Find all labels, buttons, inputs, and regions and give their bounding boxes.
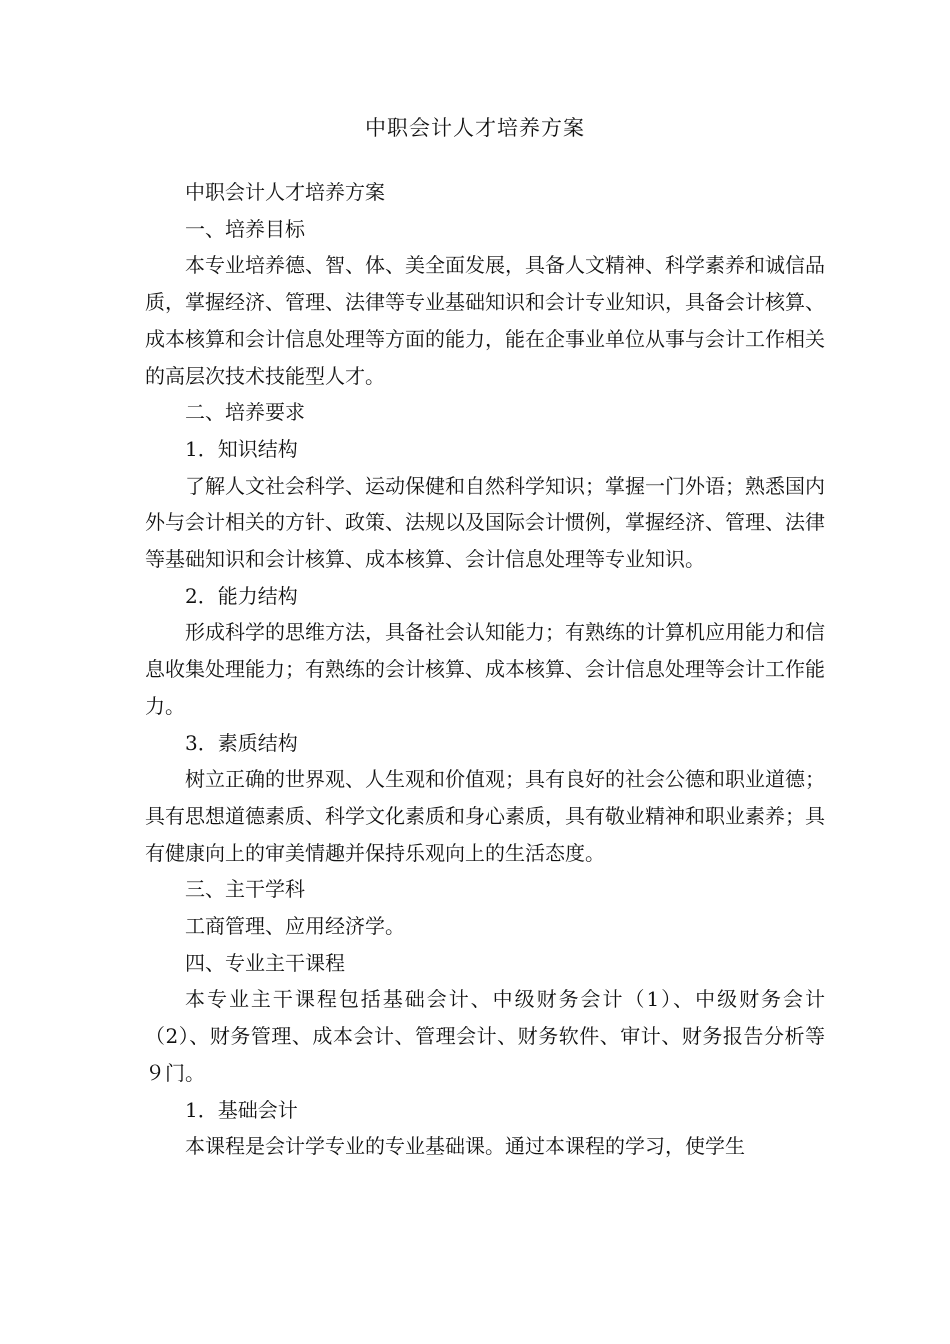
heading-training-goals: 一、培养目标 xyxy=(185,216,305,241)
document-body xyxy=(145,174,825,1165)
paragraph-basic-accounting: 本课程是会计学专业的专业基础课。通过本课程的学习，使学生 xyxy=(185,1134,745,1159)
heading-knowledge-structure: 1．知识结构 xyxy=(185,436,298,461)
heading-main-disciplines: 三、主干学科 xyxy=(185,877,305,902)
paragraph-knowledge-structure: 了解人文社会科学、运动保健和自然科学知识；掌握一门外语；熟悉国内外与会计相关的方针、政策、法规以及国际会计惯例，掌握经济、管理、法律等基础知识和会计核算、成本核算、会计信息处理等专业知识。 xyxy=(145,473,825,572)
paragraph-quality-structure: 树立正确的世界观、人生观和价值观；具有良好的社会公德和职业道德；具有思想道德素质、科学文化素质和身心素质，具有敬业精神和职业素养；具有健康向上的审美情趣并保持乐观向上的生活态度。 xyxy=(145,767,825,865)
document-title: 中职会计人才培养方案 xyxy=(365,116,585,140)
paragraph-core-courses: 本专业主干课程包括基础会计、中级财务会计（1）、中级财务会计（2）、财务管理、成本会计、管理会计、财务软件、审计、财务报告分析等９门。 xyxy=(145,987,825,1085)
paragraph-training-goals: 本专业培养德、智、体、美全面发展，具备人文精神、科学素养和诚信品质，掌握经济、管理、法律等专业基础知识和会计专业知识，具备会计核算、成本核算和会计信息处理等方面的能力，能在企事业单位从事与会计工作相关的高层次技术技能型人才。 xyxy=(145,253,825,388)
heading-training-requirements: 二、培养要求 xyxy=(185,400,305,425)
paragraph-ability-structure: 形成科学的思维方法，具备社会认知能力；有熟练的计算机应用能力和信息收集处理能力；有熟练的会计核算、成本核算、会计信息处理等会计工作能力。 xyxy=(145,620,825,718)
heading-ability-structure: 2．能力结构 xyxy=(185,583,298,608)
paragraph-subtitle: 中职会计人才培养方案 xyxy=(185,180,385,204)
heading-quality-structure: 3．素质结构 xyxy=(185,730,298,755)
heading-core-courses: 四、专业主干课程 xyxy=(185,950,345,975)
heading-basic-accounting: 1．基础会计 xyxy=(185,1097,298,1122)
paragraph-main-disciplines: 工商管理、应用经济学。 xyxy=(185,914,405,939)
